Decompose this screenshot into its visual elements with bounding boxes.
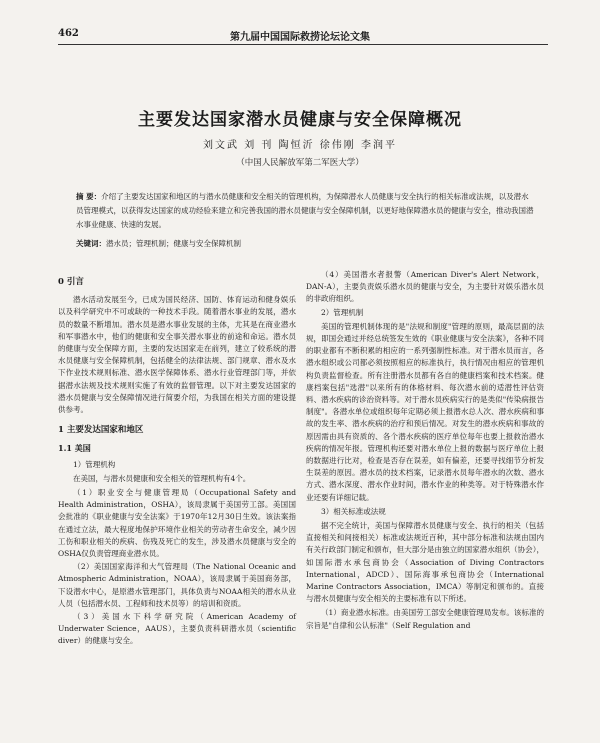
right-column: [306, 268, 544, 633]
keywords: [76, 238, 536, 249]
paragraph: 据不完全统计，美国与保障潜水员健康与安全、执行的相关（包括直接相关和间接相关）标准或法规近百种，其中部分标准和法规由国内有关行政部门制定和颁布，但大部分是由独立的国家潜水组织（协会），如国际潜水承包商协会（Association of Diving Contractors International，ADCD）、国际海事承包商协会（International Marine Contractors Association，IMCA）等制定和颁布的。直接与潜水员健康与安全相关的主要标准有以下所述。: [306, 521, 544, 604]
affiliation: （中国人民解放军第二军医大学）: [236, 158, 364, 168]
paragraph: 潜水活动发展至今，已成为国民经济、国防、体育运动和健身娱乐以及科学研究中不可或缺的一种技术手段。随着潜水事业的发展，潜水员的数量不断增加。潜水员是潜水事业发展的主体，尤其是在商业潜水和军事潜水中，他们的健康和安全事关潜水事业的前途和命运。潜水员的健康与安全保障方面，主要的发达国家走在前列，建立了较系统的潜水员健康与安全保障机制，包括健全的法律法规、部门规章、潜水及水下作业技术规则标准、潜水医学保障体系、潜水行业管理部门等，并依据潜水法规及技术规则实施了有效的监督管理。以下对主要发达国家的潜水员健康与安全保障情况进行简要介绍，为我国在相关方面的建设提供参考。: [58, 295, 296, 415]
section-heading: 1 主要发达国家和地区: [58, 425, 144, 436]
running-header: 第九届中国国际救捞论坛论文集: [230, 32, 370, 43]
article-title: 主要发达国家潜水员健康与安全保障概况: [138, 110, 462, 130]
list-item: （2）美国国家海洋和大气管理局（The National Oceanic and Atmospheric Administration，NOAA），该局隶属于美国商务部，下设潜水中心，是原潜水管理部门，具体负责与NOAA相关的潜水从业人员（包括潜水员、工程师和技术员等）的培训和资质。: [58, 562, 296, 608]
subsubsection-heading: 3）相关标准或法规: [321, 506, 386, 516]
paragraph: 在美国，与潜水员健康和安全相关的管理机构有4个。: [73, 473, 251, 483]
abstract-label: 摘 要：: [76, 192, 102, 201]
authors: 刘文武 刘 刊 陶恒沂 徐伟刚 李润平: [203, 140, 397, 151]
subsection-heading: 1.1 美国: [58, 443, 91, 454]
left-column: [58, 268, 296, 649]
list-item: （3）美国水下科学研究院（American Academy of Underwater Science，AAUS），主要负责科研潜水员（scientific diver）的健康与安全。: [58, 612, 296, 646]
abstract: [76, 190, 536, 232]
list-item: （1）商业潜水标准。由美国劳工部安全健康管理局发布。该标准的宗旨是"自律和公认标准"（Self Regulation and: [306, 608, 544, 630]
header-rule: [58, 44, 548, 45]
keywords-label: 关键词：: [76, 239, 106, 248]
section-heading: 0 引言: [58, 277, 84, 287]
subsubsection-heading: 2）管理机制: [321, 307, 364, 317]
keywords-text: 潜水员；管理机制；健康与安全保障机制: [106, 239, 241, 248]
subsubsection-heading: 1）管理机构: [73, 459, 116, 469]
list-item: （4）美国潜水者报警（American Diver's Alert Network，DAN-A），主要负责娱乐潜水员的健康与安全，为主要针对娱乐潜水员的非政府组织。: [306, 270, 544, 304]
list-item: （1）职业安全与健康管理局（Occupational Safety and Health Administration，OSHA），该局隶属于美国劳工部。美国国会批准的《职业健康与安全法案》于1970年12月30日生效。该法案指在通过立法，最大程度地保护环境作业相关的劳动者生命安全，减少因工伤和职业相关的疾病、伤残及死亡的发生，涉及潜水员健康与安全的OSHA仅负责管理商业潜水员。: [58, 488, 296, 559]
abstract-text: 介绍了主要发达国家和地区的与潜水员健康和安全相关的管理机构，为保障潜水人员健康与安全执行的相关标准或法规，以及潜水员管理模式，以获得发达国家的成功经验来建立和完善我国的潜水员健康与安全保障机制，以更好地保障潜水员的健康与安全，推动我国潜水事业健康、快速的发展。: [76, 192, 534, 229]
page-number: 462: [58, 28, 79, 39]
paragraph: 美国的管理机制体现的是"法规和制度"管理的原则，最高层面的法规，即国会通过并经总统签发生效的《职业健康与安全法案》，各种不同的职业都有不断积累的相应的一系列强制性标准。对于潜水员而言，各潜水组织或公司都必须按照相应的标准执行，执行情况由相应的管理机构负责监督检查。所有注册潜水员都有各自的健康档案和技术档案。健康档案包括"选潜"以来所有的体格材料、每次潜水前的适潜性评估资料、潜水疾病的诊治资料等。对于潜水员疾病实行的是类似"传染病报告制度"。各潜水单位或组织每年定期必须上报潜水总人次、潜水疾病和事故的发生率、潜水疾病的治疗和预后情况。对发生的潜水疾病和事故的原因需由具有资质的、各个潜水疾病的医疗单位每年也要上报救治潜水疾病的情况年报。管理机构还要对潜水单位上报的数据与医疗单位上报的数据进行比对，检查是否存在误差，如有偏差，还要寻找细节分析发生误差的原因。潜水员的技术档案，记录潜水员每年潜水的次数、潜水方式、潜水深度、潜水作业时间，潜水作业的种类等。对于特殊潜水作业还要有详细记载。: [306, 321, 544, 502]
